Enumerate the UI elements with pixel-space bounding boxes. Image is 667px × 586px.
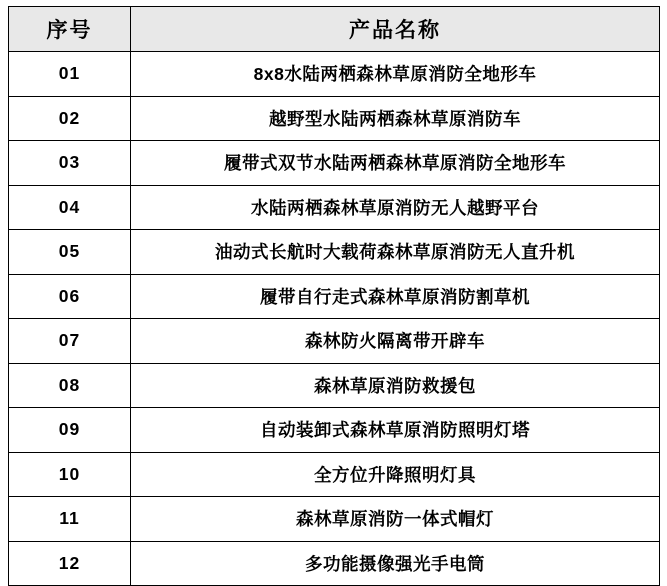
table-row (9, 452, 660, 497)
cell-index: 01 (9, 52, 131, 97)
table-row (9, 96, 660, 141)
cell-product-name: 森林防火隔离带开辟车 (131, 319, 660, 364)
cell-product-name: 8x8水陆两栖森林草原消防全地形车 (131, 52, 660, 97)
cell-index: 09 (9, 408, 131, 453)
table-row (9, 274, 660, 319)
cell-index: 04 (9, 185, 131, 230)
cell-index: 06 (9, 274, 131, 319)
cell-index: 10 (9, 452, 131, 497)
table-row (9, 52, 660, 97)
table-row (9, 363, 660, 408)
table-row (9, 230, 660, 275)
table-row (9, 408, 660, 453)
product-table (8, 6, 660, 586)
table-header-row (9, 7, 660, 52)
cell-product-name: 全方位升降照明灯具 (131, 452, 660, 497)
cell-product-name: 越野型水陆两栖森林草原消防车 (131, 96, 660, 141)
cell-index: 12 (9, 541, 131, 586)
table-row (9, 497, 660, 542)
cell-index: 11 (9, 497, 131, 542)
table-row (9, 141, 660, 186)
cell-product-name: 履带自行走式森林草原消防割草机 (131, 274, 660, 319)
table-header (9, 7, 660, 52)
table-row (9, 185, 660, 230)
cell-index: 07 (9, 319, 131, 364)
cell-index: 02 (9, 96, 131, 141)
table-body (9, 52, 660, 586)
cell-product-name: 森林草原消防一体式帽灯 (131, 497, 660, 542)
cell-product-name: 油动式长航时大载荷森林草原消防无人直升机 (131, 230, 660, 275)
cell-index: 03 (9, 141, 131, 186)
cell-product-name: 多功能摄像强光手电筒 (131, 541, 660, 586)
cell-index: 05 (9, 230, 131, 275)
cell-product-name: 履带式双节水陆两栖森林草原消防全地形车 (131, 141, 660, 186)
column-header-index: 序号 (9, 7, 131, 52)
cell-product-name: 森林草原消防救援包 (131, 363, 660, 408)
table-row (9, 541, 660, 586)
cell-product-name: 水陆两栖森林草原消防无人越野平台 (131, 185, 660, 230)
cell-index: 08 (9, 363, 131, 408)
column-header-name: 产品名称 (131, 7, 660, 52)
cell-product-name: 自动装卸式森林草原消防照明灯塔 (131, 408, 660, 453)
table-row (9, 319, 660, 364)
